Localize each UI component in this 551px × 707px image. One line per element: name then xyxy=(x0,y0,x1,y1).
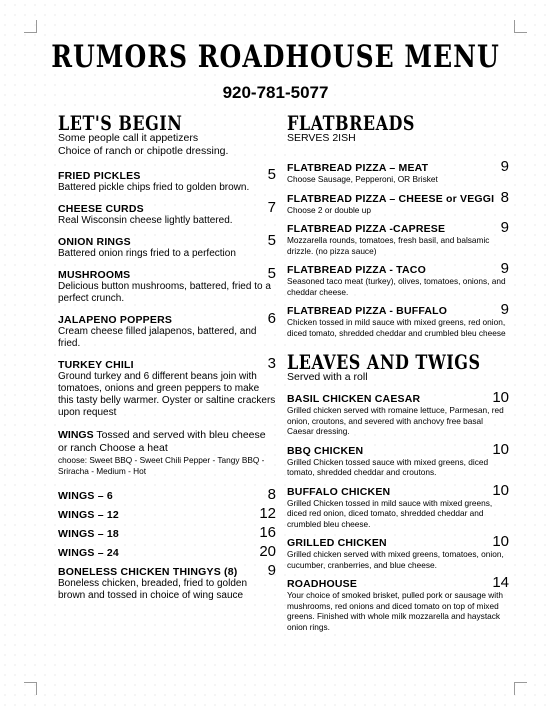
item-description: Choose Sausage, Pepperoni, OR Brisket xyxy=(287,174,438,184)
item-name: FLATBREAD PIZZA -CAPRESE xyxy=(287,223,446,235)
section-intro: Choice of ranch or chipotle dressing. xyxy=(58,145,229,157)
item-price: 5 xyxy=(267,265,276,282)
wings-size-row xyxy=(58,525,276,540)
menu-item xyxy=(58,200,276,227)
menu-item xyxy=(287,483,509,530)
menu-item xyxy=(287,190,509,216)
item-price: 5 xyxy=(267,232,276,249)
wings-intro xyxy=(58,429,276,477)
menu-item xyxy=(58,563,276,602)
item-name: ONION RINGS xyxy=(58,236,131,248)
item-name: FLATBREAD PIZZA - BUFFALO xyxy=(287,305,448,317)
menu-item xyxy=(58,167,276,194)
page-corner-mark xyxy=(24,20,37,33)
wings-label: WINGS xyxy=(58,429,94,441)
item-name: JALAPENO POPPERS xyxy=(58,314,173,326)
item-description: Mozzarella rounds, tomatoes, fresh basil, and balsamic drizzle. (no pizza sauce) xyxy=(287,235,490,256)
wings-description: Tossed and served with bleu cheese or ranch Choose a heat xyxy=(58,429,266,454)
item-price: 16 xyxy=(259,524,276,541)
item-name: BONELESS CHICKEN THINGYS (8) xyxy=(58,566,238,578)
menu-item xyxy=(58,356,276,419)
item-description: Cream cheese filled jalapenos, battered, and fried. xyxy=(58,326,257,349)
item-description: Battered pickle chips fried to golden brown. xyxy=(58,182,250,193)
item-price: 12 xyxy=(259,505,276,522)
item-price: 7 xyxy=(267,199,276,216)
item-name: FLATBREAD PIZZA – MEAT xyxy=(287,162,429,174)
item-price: 14 xyxy=(492,574,509,591)
section-intro: SERVES 2ISH xyxy=(287,132,356,144)
item-name: BUFFALO CHICKEN xyxy=(287,485,391,498)
item-name: CHEESE CURDS xyxy=(58,203,144,215)
menu-item xyxy=(287,159,509,185)
item-name: ROADHOUSE xyxy=(287,578,358,590)
item-name: GRILLED CHICKEN xyxy=(287,537,387,549)
menu-item xyxy=(287,390,509,437)
item-price: 10 xyxy=(492,481,509,499)
item-description: Boneless chicken, breaded, fried to golden brown and tossed in choice of wing sauce xyxy=(58,578,248,601)
section-intro: Served with a roll xyxy=(287,371,368,383)
item-price: 6 xyxy=(267,310,276,327)
item-description: Grilled chicken served with mixed greens, tomatoes, onion, cucumber, cranberries, and blue cheese. xyxy=(287,549,504,570)
menu-item xyxy=(287,534,509,570)
wings-size-row xyxy=(58,487,276,502)
item-price: 8 xyxy=(500,188,509,206)
wings-size: WINGS – 18 xyxy=(58,528,119,540)
item-name: MUSHROOMS xyxy=(58,269,131,281)
item-price: 9 xyxy=(500,158,509,175)
item-name: FLATBREAD PIZZA – CHEESE or VEGGI xyxy=(287,192,495,205)
item-description: Ground turkey and 6 different beans join with tomatoes, onions and green peppers to make this tasty belly warmer. Oyster or saltine crackers upon request xyxy=(58,371,276,418)
menu-item xyxy=(287,261,509,297)
item-description: Grilled Chicken tossed sauce with mixed greens, diced tomato, shredded cheddar and croutons. xyxy=(287,456,489,477)
menu-item xyxy=(287,575,509,632)
item-price: 10 xyxy=(492,440,509,458)
item-price: 8 xyxy=(267,486,276,503)
item-description: Grilled Chicken tossed in mild sauce with mixed greens, diced red onion, diced tomato, shredded cheddar and crumbled bleu cheese. xyxy=(287,497,493,529)
page-corner-mark xyxy=(514,682,527,695)
wings-size: WINGS – 24 xyxy=(58,547,119,559)
wings-size-row xyxy=(58,544,276,559)
item-name: FRIED PICKLES xyxy=(58,170,141,182)
item-description: Your choice of smoked brisket, pulled pork or sausage with mushrooms, red onions and diced tomato on top of mixed greens. Finished with whole milk mozzarella and haystack onion rings. xyxy=(287,590,503,632)
item-price: 3 xyxy=(267,355,276,372)
section-intro: Some people call it appetizers xyxy=(58,132,199,144)
section-heading-flatbreads: FLATBREADS xyxy=(287,112,415,135)
wings-size: WINGS – 6 xyxy=(58,490,113,502)
phone-number: 920-781-5077 xyxy=(222,83,329,102)
item-price: 9 xyxy=(500,301,509,318)
left-column xyxy=(58,112,276,608)
item-price: 9 xyxy=(500,219,509,236)
wings-size: WINGS – 12 xyxy=(58,509,119,521)
item-description: Seasoned taco meat (turkey), olives, tomatoes, onions, and cheddar cheese. xyxy=(287,276,506,297)
item-description: Delicious button mushrooms, battered, fried to a perfect crunch. xyxy=(58,281,271,304)
wings-size-row xyxy=(58,506,276,521)
menu-item xyxy=(58,266,276,305)
menu-item xyxy=(287,302,509,338)
item-description: Real Wisconsin cheese lightly battered. xyxy=(58,215,233,226)
item-description: Chicken tossed in mild sauce with mixed greens, red onion, diced tomato, shredded cheddar and crumbled bleu cheese xyxy=(287,317,506,338)
item-price: 9 xyxy=(500,260,509,277)
item-price: 5 xyxy=(267,166,276,183)
item-price: 10 xyxy=(492,533,509,550)
menu-title: RUMORS ROADHOUSE MENU xyxy=(51,38,500,75)
menu-item xyxy=(58,233,276,260)
item-name: FLATBREAD PIZZA - TACO xyxy=(287,264,426,276)
item-description: Grilled chicken served with romaine lettuce, Parmesan, red onion, croutons, and severed with anchovy free basal Caesar dressing. xyxy=(287,405,504,436)
item-price: 20 xyxy=(259,543,276,560)
item-name: TURKEY CHILI xyxy=(58,359,134,371)
item-description: Battered onion rings fried to a perfection xyxy=(58,248,236,259)
page-corner-mark xyxy=(24,682,37,695)
section-heading-lets-begin: LET'S BEGIN xyxy=(58,112,183,135)
wings-heat-options: choose: Sweet BBQ - Sweet Chili Pepper - Tangy BBQ - Sriracha - Medium - Hot xyxy=(58,455,265,476)
section-heading-leaves-and-twigs: LEAVES AND TWIGS xyxy=(287,351,481,374)
item-price: 10 xyxy=(492,389,509,406)
menu-item xyxy=(58,311,276,350)
menu-item xyxy=(287,220,509,256)
item-name: BASIL CHICKEN CAESAR xyxy=(287,393,421,405)
item-price: 9 xyxy=(267,562,276,579)
item-description: Choose 2 or double up xyxy=(287,204,371,215)
page-corner-mark xyxy=(514,20,527,33)
menu-item xyxy=(287,442,509,478)
right-column xyxy=(287,112,509,637)
item-name: BBQ CHICKEN xyxy=(287,444,364,457)
